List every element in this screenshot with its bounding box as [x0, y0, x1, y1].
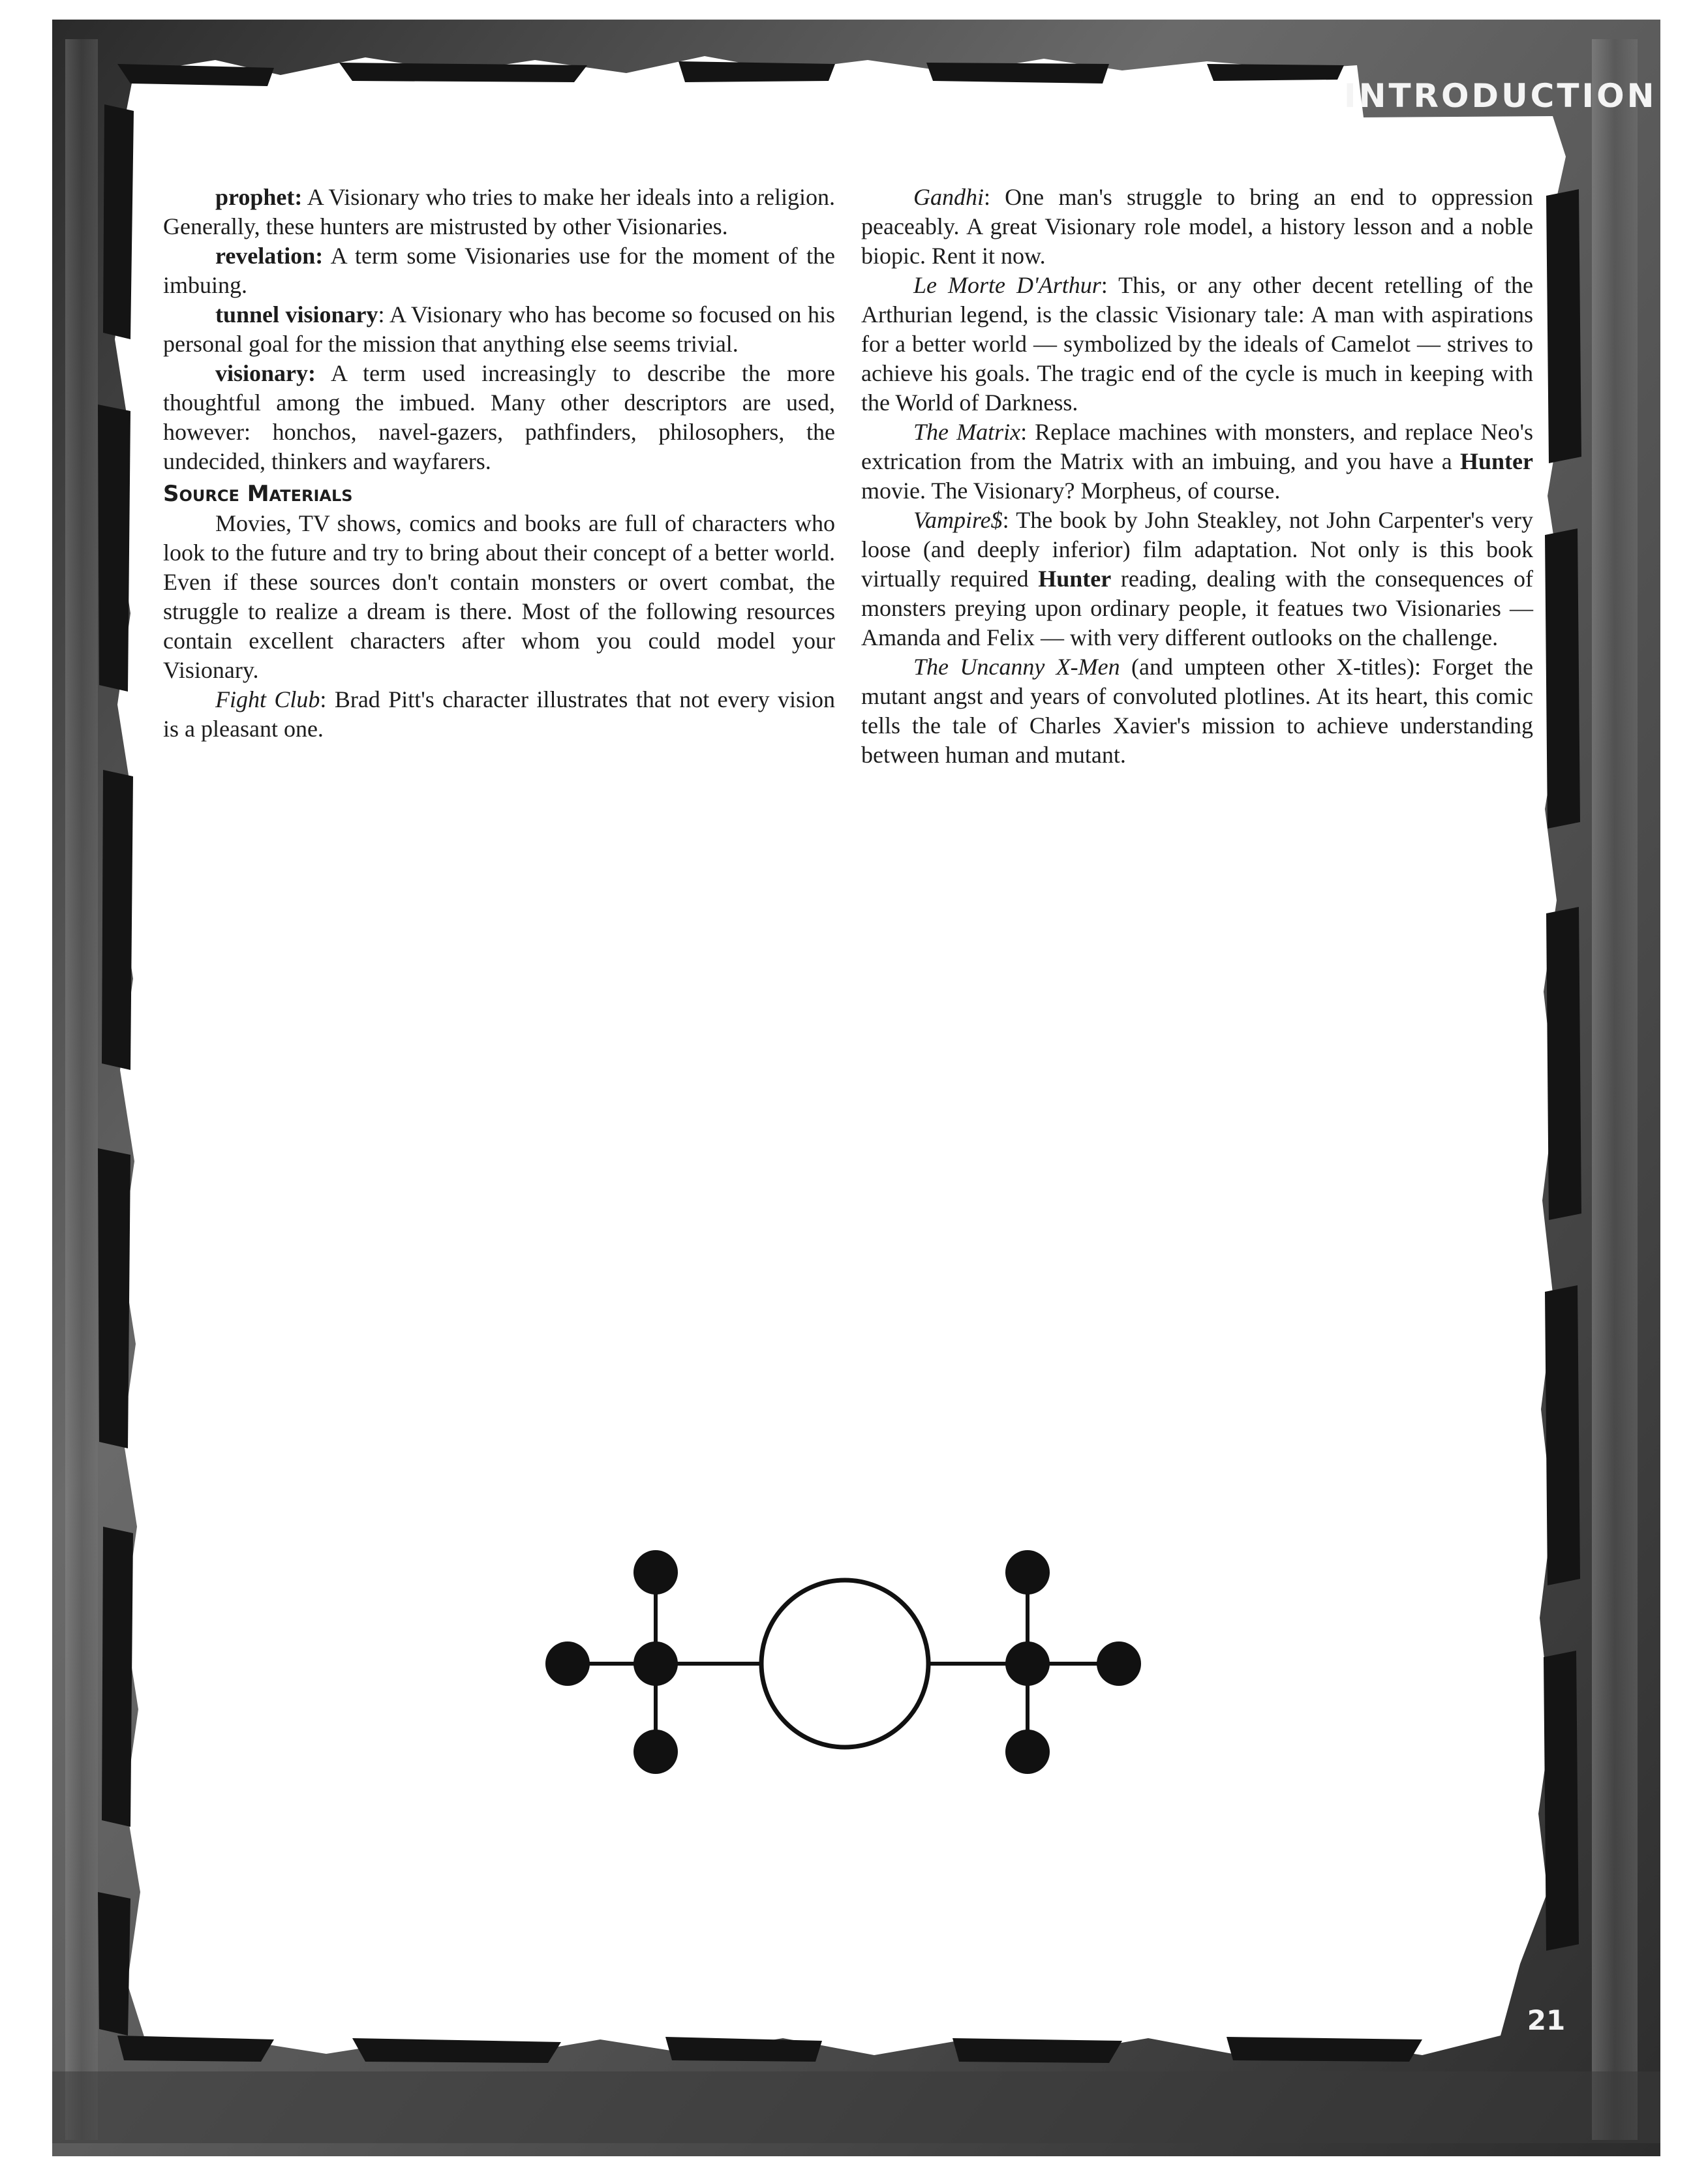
hunter-keyword: Hunter — [1038, 566, 1112, 592]
hunter-keyword: Hunter — [1460, 448, 1533, 474]
glossary-term: prophet: — [215, 184, 303, 210]
left-column — [163, 183, 835, 744]
page-number: 21 — [1527, 2004, 1566, 2036]
resource-text: reading, dealing with the consequences of monsters preying upon ordinary people, it featues two Visionaries — Amanda and Felix — with very different outlooks on the challenge. — [861, 566, 1533, 650]
resource-title: Vampire$ — [913, 507, 1003, 533]
glossary-definition: A term some Visionaries use for the moment of the imbuing. — [163, 243, 835, 298]
resource-the-matrix — [861, 418, 1533, 506]
resource-text: (and umpteen other X-titles): Forget the mutant angst and years of convoluted plotlines. At its heart, this comic tells the tale of Charles Xavier's mission to achieve understanding between human and mutant. — [861, 654, 1533, 768]
resource-le-morte-d-arthur — [861, 271, 1533, 418]
glossary-entry-tunnel-visionary — [163, 300, 835, 359]
glossary-term: tunnel visionary — [215, 301, 378, 328]
glossary-term: revelation: — [215, 243, 324, 269]
resource-fight-club — [163, 685, 835, 744]
glossary-term: visionary: — [215, 360, 316, 386]
glossary-definition: A term used increasingly to describe the more thoughtful among the imbued. Many other descriptors are used, however: honchos, navel-gazers, pathfinders, philosophers, the undecided, thinkers and wayfarers. — [163, 360, 835, 474]
resource-text: : Brad Pitt's character illustrates that not every vision is a pleasant one. — [163, 686, 835, 742]
resource-text: : Replace machines with monsters, and replace Neo's extrication from the Matrix with an imbuing, and you have a — [861, 419, 1533, 474]
resource-title: Fight Club — [215, 686, 320, 712]
resource-title: The Uncanny X-Men — [913, 654, 1120, 680]
resource-gandhi — [861, 183, 1533, 271]
glossary-entry-prophet — [163, 183, 835, 241]
resource-title: Le Morte D'Arthur — [913, 272, 1101, 298]
header-title: INTRODUCTION — [1344, 77, 1657, 115]
resource-title: The Matrix — [913, 419, 1021, 445]
glossary-entry-visionary — [163, 359, 835, 476]
visionary-creed-glyph-icon — [541, 1533, 1148, 1794]
resource-title: Gandhi — [913, 184, 984, 210]
glossary-definition: A Visionary who tries to make her ideals into a religion. Generally, these hunters are mistrusted by other Visionaries. — [163, 184, 835, 239]
resource-vampires — [861, 506, 1533, 652]
resource-text: : One man's struggle to bring an end to oppression peaceably. A great Visionary role model, a history lesson and a noble biopic. Rent it now. — [861, 184, 1533, 269]
section-heading-source-materials: Source Materials — [163, 481, 353, 507]
right-column — [861, 183, 1533, 770]
glossary-entry-revelation — [163, 241, 835, 300]
resource-text: : The book by John Steakley, not John Carpenter's very loose (and deeply inferior) film adaptation. Not only is this book virtually required — [861, 507, 1533, 592]
source-materials-intro: Movies, TV shows, comics and books are full of characters who look to the future and try to bring about their concept of a better world. Even if these sources don't contain monsters or overt combat, the struggle to realize a dream is there. Most of the following resources contain excellent characters after whom you could model your Visionary. — [163, 510, 835, 683]
resource-text: : This, or any other decent retelling of the Arthurian legend, is the classic Visionary tale: A man with aspirations for a better world — symbolized by the ideals of Camelot — strives to achieve his goals. The tragic end of the cycle is much in keeping with the World of Darkness. — [861, 272, 1533, 416]
glossary-definition: : A Visionary who has become so focused on his personal goal for the mission that anything else seems trivial. — [163, 301, 836, 357]
resource-text: movie. The Visionary? Morpheus, of course. — [861, 478, 1281, 504]
resource-uncanny-x-men — [861, 652, 1533, 770]
